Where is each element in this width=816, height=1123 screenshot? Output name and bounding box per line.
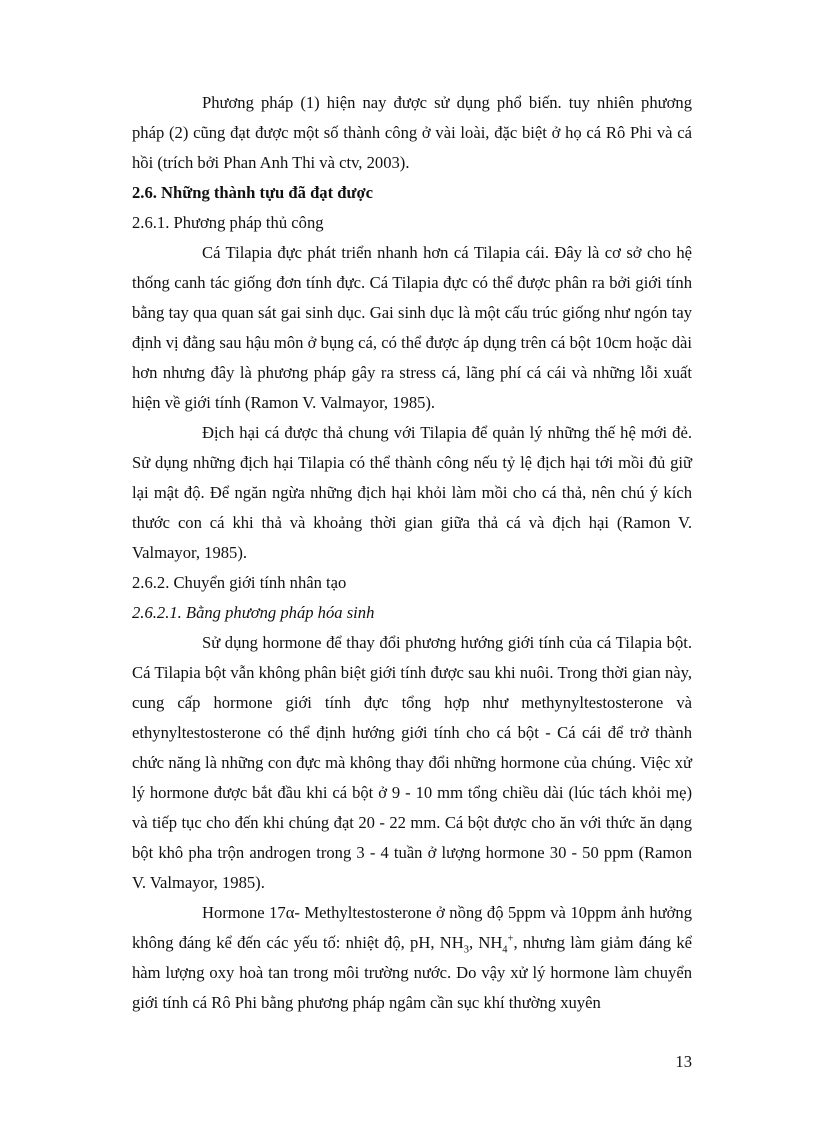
subscript-4: 4 — [502, 944, 508, 956]
paragraph-text-part: , NH — [468, 933, 503, 952]
superscript-plus: + — [507, 933, 514, 945]
paragraph-text-part: , nhưng làm giảm đáng kể hàm lượng oxy hoà tan trong môi trường nước. Do vậy xử lý hormone làm chuyển giới tính cá Rô Phi bằng phương pháp ngâm cần sục khí thường xuyên — [132, 933, 692, 1012]
subsection-heading-2-6-1: 2.6.1. Phương pháp thủ công — [132, 213, 324, 232]
section-heading-2-6: 2.6. Những thành tựu đã đạt được — [132, 183, 374, 202]
paragraph-method-usage: Phương pháp (1) hiện nay được sử dụng phổ biến. tuy nhiên phương pháp (2) cũng đạt được một số thành công ở vài loài, đặc biệt ở họ cá Rô Phi và cá hồi (trích bởi Phan Anh Thi và ctv, 2003). — [132, 93, 692, 172]
paragraph-text-part: Hormone 17α- Methyltestosterone ở nồng độ 5ppm và 10ppm ảnh hưởng không đáng kể đến các yếu tố: nhiệt độ, pH, NH — [132, 903, 692, 952]
paragraph-hormone-treatment: Sử dụng hormone để thay đổi phương hướng giới tính của cá Tilapia bột. Cá Tilapia bột vẫn không phân biệt giới tính được sau khi nuôi. Trong thời gian này, cung cấp hormone giới tính đực tổng hợp như methynyltestosterone và ethynyltestosterone có thể định hướng giới tính cho cá bột - Cá cái để trở thành chức năng là những con đực mà không thay đổi những hormone của chúng. Việc xử lý hormone được bắt đầu khi cá bột ở 9 - 10 mm tổng chiều dài (lúc tách khỏi mẹ) và tiếp tục cho đến khi chúng đạt 20 - 22 mm. Cá bột được cho ăn với thức ăn dạng bột khô pha trộn androgen trong 3 - 4 tuần ở lượng hormone 30 - 50 ppm (Ramon V. Valmayor, 1985). — [132, 633, 692, 892]
subscript-3: 3 — [463, 944, 469, 956]
page-number: 13 — [675, 1052, 692, 1071]
paragraph-manual-sexing: Cá Tilapia đực phát triển nhanh hơn cá Tilapia cái. Đây là cơ sở cho hệ thống canh tác giống đơn tính đực. Cá Tilapia đực có thể được phân ra bởi giới tính bằng tay qua quan sát gai sinh dục. Gai sinh dục là một cấu trúc giống như ngón tay định vị đằng sau hậu môn ở bụng cá, có thể được áp dụng trên cá bột 10cm hoặc dài hơn nhưng đây là phương pháp gây ra stress cá, lãng phí cá cái và những lỗi xuất hiện về giới tính (Ramon V. Valmayor, 1985). — [132, 243, 692, 412]
document-page — [132, 88, 692, 1018]
subsection-heading-2-6-2: 2.6.2. Chuyển giới tính nhân tạo — [132, 573, 347, 592]
paragraph-predator-control: Địch hại cá được thả chung với Tilapia để quản lý những thế hệ mới đẻ. Sử dụng những địch hại Tilapia có thể thành công nếu tỷ lệ địch hại tới mồi đủ giữ lại mật độ. Để ngăn ngừa những địch hại khỏi làm mồi cho cá thả, nên chú ý kích thước con cá khi thả và khoảng thời gian giữa thả cá và địch hại (Ramon V. Valmayor, 1985). — [132, 423, 692, 562]
paragraph-methyltestosterone — [132, 898, 692, 1018]
subsection-heading-2-6-2-1: 2.6.2.1. Bằng phương pháp hóa sinh — [132, 603, 375, 622]
